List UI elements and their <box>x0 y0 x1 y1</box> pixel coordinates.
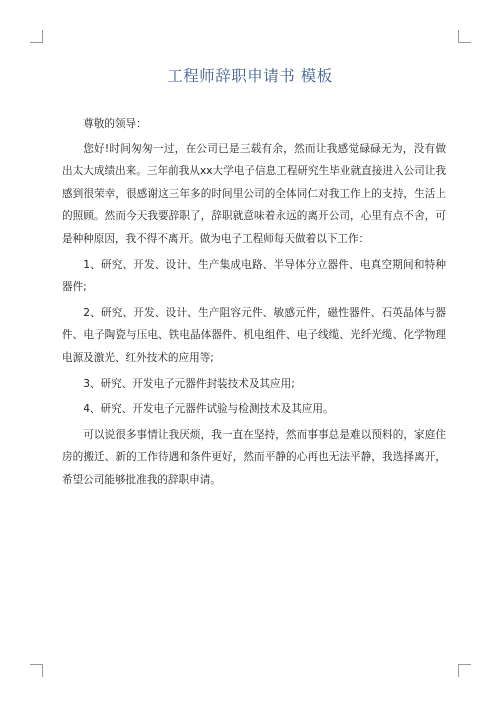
crop-mark-top-left <box>30 30 43 43</box>
paragraph-closing: 可以说很多事情让我厌烦，我一直在坚持，然而事事总是难以预料的，家庭住房的搬迁、新的工作待遇和条件更好，然而平静的心再也无法平静，我选择离开，希望公司能够批准我的辞职申请。 <box>62 428 446 486</box>
salutation: 尊敬的领导： <box>83 118 147 130</box>
paragraph-intro: 您好!时间匆匆一过，在公司已是三载有余，然而让我感觉碌碌无为，没有做出太大成绩出来。三年前我从xx大学电子信息工程研究生毕业就直接进入公司让我感到很荣幸，很感谢这三年多的时间里公司的全体同仁对我工作上的支持，生活上的照顾。然而今天我要辞职了，辞职就意味着永远的离开公司，心里有点不舍，可是种种原因，我不得不离开。做为电子工程师每天做着以下工作： <box>62 142 446 245</box>
document-title: 工程师辞职申请书 模板 <box>167 67 333 85</box>
crop-mark-top-right <box>458 30 471 43</box>
crop-mark-bottom-left <box>30 664 43 677</box>
paragraph-item-2: 2、研究、开发、设计、生产阻容元件、敏感元件，磁性器件、石英晶体与器件、电子陶瓷与压电、铁电晶体器件、机电组件、电子线缆、光纤光缆、化学物理电源及激光、红外技术的应用等; <box>62 306 446 364</box>
document-body <box>62 113 446 492</box>
paragraph-item-1: 1、研究、开发、设计、生产集成电路、半导体分立器件、电真空期间和特种器件; <box>62 258 446 294</box>
paragraph-item-3: 3、研究、开发电子元器件封装技术及其应用; <box>83 377 295 390</box>
crop-mark-bottom-right <box>458 664 471 677</box>
paragraph-item-4: 4、研究、开发电子元器件试验与检测技术及其应用。 <box>83 403 334 416</box>
